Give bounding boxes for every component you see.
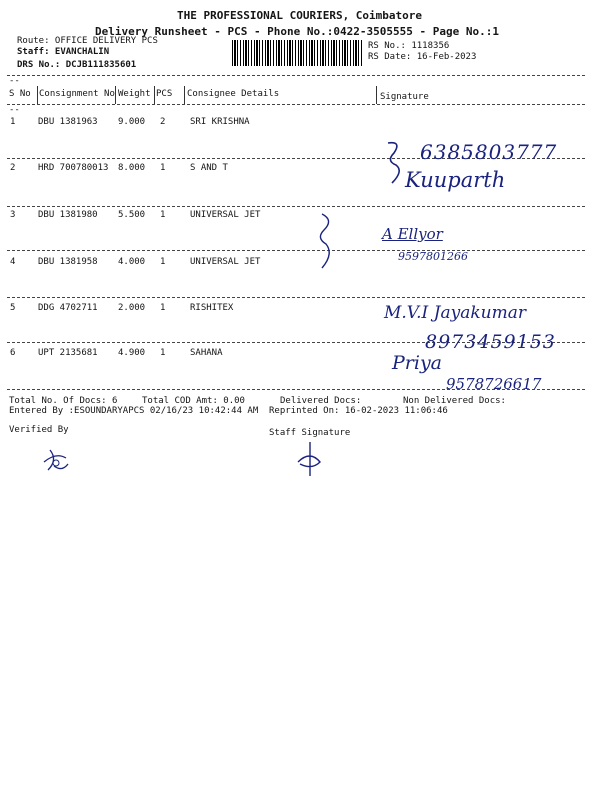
reprinted-on: Reprinted On: 16-02-2023 11:06:46 (269, 406, 448, 416)
total-cod-amount: Total COD Amt: 0.00 (142, 396, 245, 406)
table-row-consignee: S AND T (190, 163, 228, 173)
col-header-pcs: PCS (156, 89, 173, 99)
column-separator (37, 86, 38, 104)
divider (7, 206, 585, 207)
table-row-weight: 9.000 (118, 117, 146, 127)
rs-number: RS No.: 1118356 (368, 41, 450, 51)
column-separator (115, 86, 116, 104)
table-row-pcs: 1 (160, 303, 166, 313)
table-row-consignee: RISHITEX (190, 303, 234, 313)
table-row-weight: 2.000 (118, 303, 146, 313)
table-row-consignee: SAHANA (190, 348, 223, 358)
staff-label: Staff: EVANCHALIN (17, 47, 110, 57)
handwritten-signature: M.V.I Jayakumar (384, 303, 526, 323)
handwritten-phone: 9578726617 (446, 375, 542, 393)
drs-number: DRS No.: DCJB111835601 (17, 60, 137, 70)
table-row-consignment: DBU 1381963 (38, 117, 98, 127)
table-row-consignment: HRD 700780013 (38, 163, 109, 173)
table-row-pcs: 1 (160, 163, 166, 173)
divider-mark: -- (9, 105, 20, 115)
company-name: THE PROFESSIONAL COURIERS, Coimbatore (177, 9, 423, 22)
table-row-pcs: 2 (160, 117, 166, 127)
table-row-pcs: 1 (160, 257, 166, 267)
handwritten-signature: Priya (392, 352, 443, 374)
route-label: Route: OFFICE DELIVERY PCS (17, 36, 158, 46)
table-row-consignment: UPT 2135681 (38, 348, 98, 358)
table-row-consignment: DBU 1381980 (38, 210, 98, 220)
table-row-sno: 6 (10, 348, 16, 358)
table-row-consignment: DBU 1381958 (38, 257, 98, 267)
col-header-consignee: Consignee Details (187, 89, 280, 99)
staff-signature-mark (290, 440, 330, 480)
table-row-weight: 5.500 (118, 210, 146, 220)
non-delivered-docs: Non Delivered Docs: (403, 396, 506, 406)
table-row-weight: 8.000 (118, 163, 146, 173)
divider (7, 250, 585, 251)
table-row-pcs: 1 (160, 210, 166, 220)
verified-by-label: Verified By (9, 425, 69, 435)
table-row-consignee: SRI KRISHNA (190, 117, 250, 127)
barcode (232, 40, 362, 66)
col-header-consignment: Consignment No (39, 89, 115, 99)
rs-date: RS Date: 16-Feb-2023 (368, 52, 477, 62)
handwritten-signature: Kuuparth (405, 168, 506, 192)
table-row-pcs: 1 (160, 348, 166, 358)
table-row-sno: 2 (10, 163, 16, 173)
table-row-consignee: UNIVERSAL JET (190, 210, 261, 220)
verifier-signature-mark (40, 446, 72, 476)
table-row-weight: 4.900 (118, 348, 146, 358)
table-row-consignment: DDG 4702711 (38, 303, 98, 313)
table-row-sno: 5 (10, 303, 16, 313)
delivered-docs: Delivered Docs: (280, 396, 362, 406)
divider (7, 75, 585, 76)
handwritten-signature: A Ellyor (382, 225, 443, 243)
table-row-sno: 4 (10, 257, 16, 267)
divider (7, 297, 585, 298)
divider-mark: -- (9, 76, 20, 86)
col-header-weight: Weight (118, 89, 151, 99)
handwritten-phone: 8973459153 (425, 331, 556, 353)
runsheet-title: Delivery Runsheet - PCS - Phone No.:0422-3505555 - Page No.:1 (95, 25, 499, 38)
total-docs: Total No. Of Docs: 6 (9, 396, 118, 406)
table-row-sno: 3 (10, 210, 16, 220)
handwritten-mark (312, 210, 342, 272)
col-header-sno: S No (9, 89, 31, 99)
column-separator (184, 86, 185, 104)
handwritten-phone: 6385803777 (420, 140, 558, 164)
staff-signature-label: Staff Signature (269, 428, 351, 438)
table-row-sno: 1 (10, 117, 16, 127)
column-separator (154, 86, 155, 104)
handwritten-phone: 9597801266 (398, 250, 468, 263)
column-separator (376, 86, 377, 104)
col-header-signature: Signature (380, 92, 429, 102)
divider (7, 104, 585, 105)
entered-by: Entered By :ESOUNDARYAPCS 02/16/23 10:42:44 AM (9, 406, 259, 416)
table-row-weight: 4.000 (118, 257, 146, 267)
table-row-consignee: UNIVERSAL JET (190, 257, 261, 267)
